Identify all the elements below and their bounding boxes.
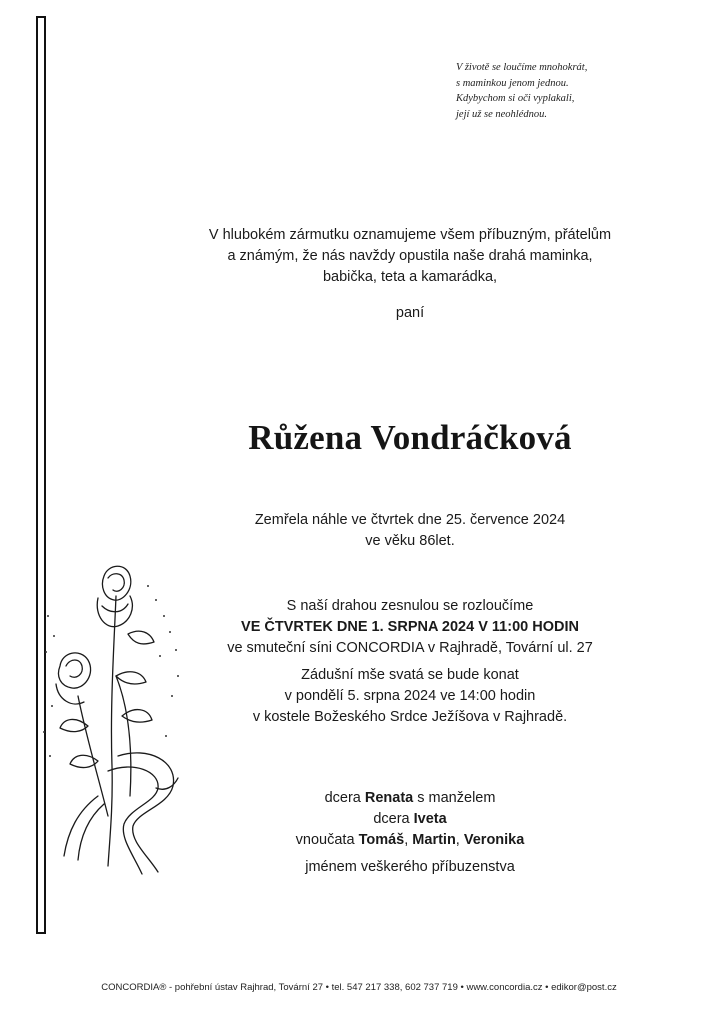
mourner-line — [130, 788, 690, 809]
farewell-info — [130, 596, 690, 659]
mourner-name: Iveta — [413, 811, 447, 827]
mass-line: Zádušní mše svatá se bude konat — [301, 667, 519, 683]
verse-line: Kdybychom si oči vyplakali, — [456, 93, 575, 104]
mass-line: v pondělí 5. srpna 2024 ve 14:00 hodin — [284, 688, 536, 704]
separator: , — [455, 832, 464, 848]
mass-info — [130, 665, 690, 728]
mourner-name: Tomáš — [358, 832, 405, 848]
death-info — [130, 510, 690, 552]
farewell-line: S naší drahou zesnulou se rozloučíme — [286, 598, 534, 614]
title-word: paní — [395, 305, 425, 321]
deceased-name: Růžena Vondráčková — [248, 418, 572, 457]
intro-line: a známým, že nás navždy opustila naše drahá maminka, — [227, 248, 593, 264]
mourner-name: Martin — [412, 832, 456, 848]
death-line: Zemřela náhle ve čtvrtek dne 25. července 2024 — [254, 512, 566, 528]
mass-line: v kostele Božeského Srdce Ježíšova v Rajhradě. — [252, 709, 568, 725]
verse-line: V životě se loučíme mnohokrát, — [456, 62, 588, 73]
mourners-list — [130, 788, 690, 851]
mourner-line — [130, 830, 690, 851]
mourner-name: Veronika — [463, 832, 525, 848]
mourner-relation: dcera — [373, 811, 414, 827]
farewell-date: VE ČTVRTEK DNE 1. SRPNA 2024 V 11:00 HODIN — [241, 619, 579, 635]
intro-line: V hlubokém zármutku oznamujeme všem příbuzným, přátelům — [208, 227, 612, 243]
farewell-venue: ve smuteční síni CONCORDIA v Rajhradě, Tovární ul. 27 — [227, 640, 593, 656]
mourner-relation: s manželem — [413, 790, 496, 806]
verse-line: s maminkou jenom jednou. — [456, 77, 569, 89]
verse-line: její už se neohlédnou. — [456, 108, 547, 120]
memorial-verse — [456, 60, 656, 122]
separator: , — [404, 832, 413, 848]
death-line: ve věku 86let. — [365, 533, 455, 549]
mourner-name: Renata — [364, 790, 414, 806]
mourner-relation: dcera — [324, 790, 365, 806]
announcement-intro — [130, 225, 690, 288]
intro-line: babička, teta a kamarádka, — [322, 269, 498, 285]
on-behalf-line: jménem veškerého příbuzenstva — [305, 859, 515, 875]
mourner-relation: vnoučata — [295, 832, 359, 848]
rose-bouquet-icon — [38, 556, 188, 886]
footer-contact: CONCORDIA® - pohřební ústav Rajhrad, Tovární 27 • tel. 547 217 338, 602 737 719 • www.concordia.cz • edikor@post.cz — [101, 982, 617, 993]
mourner-line — [130, 809, 690, 830]
